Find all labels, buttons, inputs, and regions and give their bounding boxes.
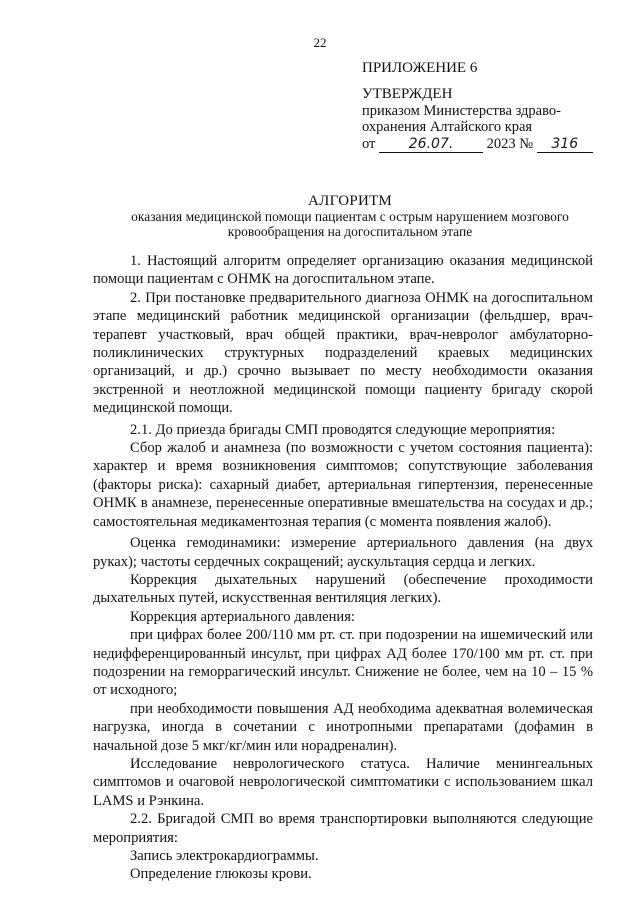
paragraph: 2.1. До приезда бригады СМП проводятся следующие мероприятия: (130, 421, 556, 438)
title-main: АЛГОРИТМ (307, 193, 392, 209)
paragraph: Коррекция артериального давления: (130, 608, 355, 625)
document-title (80, 193, 620, 239)
paragraph: при необходимости повышения АД необходима адекватная волемическая нагрузка, иногда в сочетании с инотропными препаратами (дофамин в начальной дозе 5 мкг/кг/мин или норадреналин). (93, 700, 593, 754)
paragraph: Оценка гемодинамики: измерение артериального давления (на двух руках); частоты сердечных сокращений; аускультация сердца и легких. (93, 535, 593, 570)
page-number: 22 (313, 35, 327, 50)
handwritten-order-number: 316 (537, 137, 593, 153)
paragraph: Определение глюкозы крови. (130, 866, 312, 883)
year-number-label: 2023 № (486, 136, 534, 152)
paragraph: 2.2. Бригадой СМП во время транспортировки выполняются следующие мероприятия: (93, 811, 593, 846)
paragraph: Сбор жалоб и анамнеза (по возможности с учетом состояния пациента): характер и время возникновения симптомов; сопутствующие заболевания (факторы риска): сахарный диабет, артериальная гипертензия, перенесенные ОНМК в анамнезе, перенесенные оперативные вмешательства на сосудах и др.; самостоятельная медикаментозная терапия (с момента появления жалоб). (93, 440, 593, 530)
title-subtitle-line-2: кровообращения на догоспитальном этапе (227, 223, 473, 239)
appendix-heading: ПРИЛОЖЕНИЕ 6 (362, 60, 478, 76)
date-prefix: от (362, 136, 376, 152)
paragraph: при цифрах более 200/110 мм рт. ст. при подозрении на ишемический или недифференцированный инсульт, при цифрах АД более 170/100 мм рт. ст. при подозрении на геморрагический инсульт. Снижение не более, чем на 10 – 15 % от исходного; (93, 627, 593, 699)
paragraph: 2. При постановке предварительного диагноза ОНМК на догоспитальном этапе медицинский работник медицинской организации (фельдшер, врач-терапевт участковый, врач общей практики, врач-невролог амбулаторно-поликлинических структурных подразделений краевых медицинских организаций, и др.) срочно вызывает по месту необходимости оказания экстренной и неотложной медицинской помощи пациенту бригаду скорой медицинской помощи. (93, 289, 593, 417)
order-line-1: приказом Министерства здраво- (362, 103, 561, 119)
title-subtitle-line-1: оказания медицинской помощи пациентам с острым нарушением мозгового (131, 209, 569, 224)
paragraph: Коррекция дыхательных нарушений (обеспечение проходимости дыхательных путей, искусственная вентиляция легких). (93, 571, 593, 607)
document-body (93, 252, 593, 884)
paragraph: 1. Настоящий алгоритм определяет организацию оказания медицинской помощи пациентам с ОНМК на догоспитальном этапе. (93, 253, 593, 288)
paragraph: Исследование неврологического статуса. Наличие менингеальных симптомов и очаговой неврологической симптоматики с использованием шкал LAMS и Рэнкина. (93, 755, 593, 809)
approved-heading: УТВЕРЖДЕН (362, 86, 453, 102)
paragraph: Запись электрокардиограммы. (130, 848, 319, 864)
approval-block (362, 60, 593, 153)
order-date-line (362, 136, 593, 153)
order-line-2: охранения Алтайского края (362, 119, 533, 135)
handwritten-date: 26.07. (379, 137, 483, 153)
